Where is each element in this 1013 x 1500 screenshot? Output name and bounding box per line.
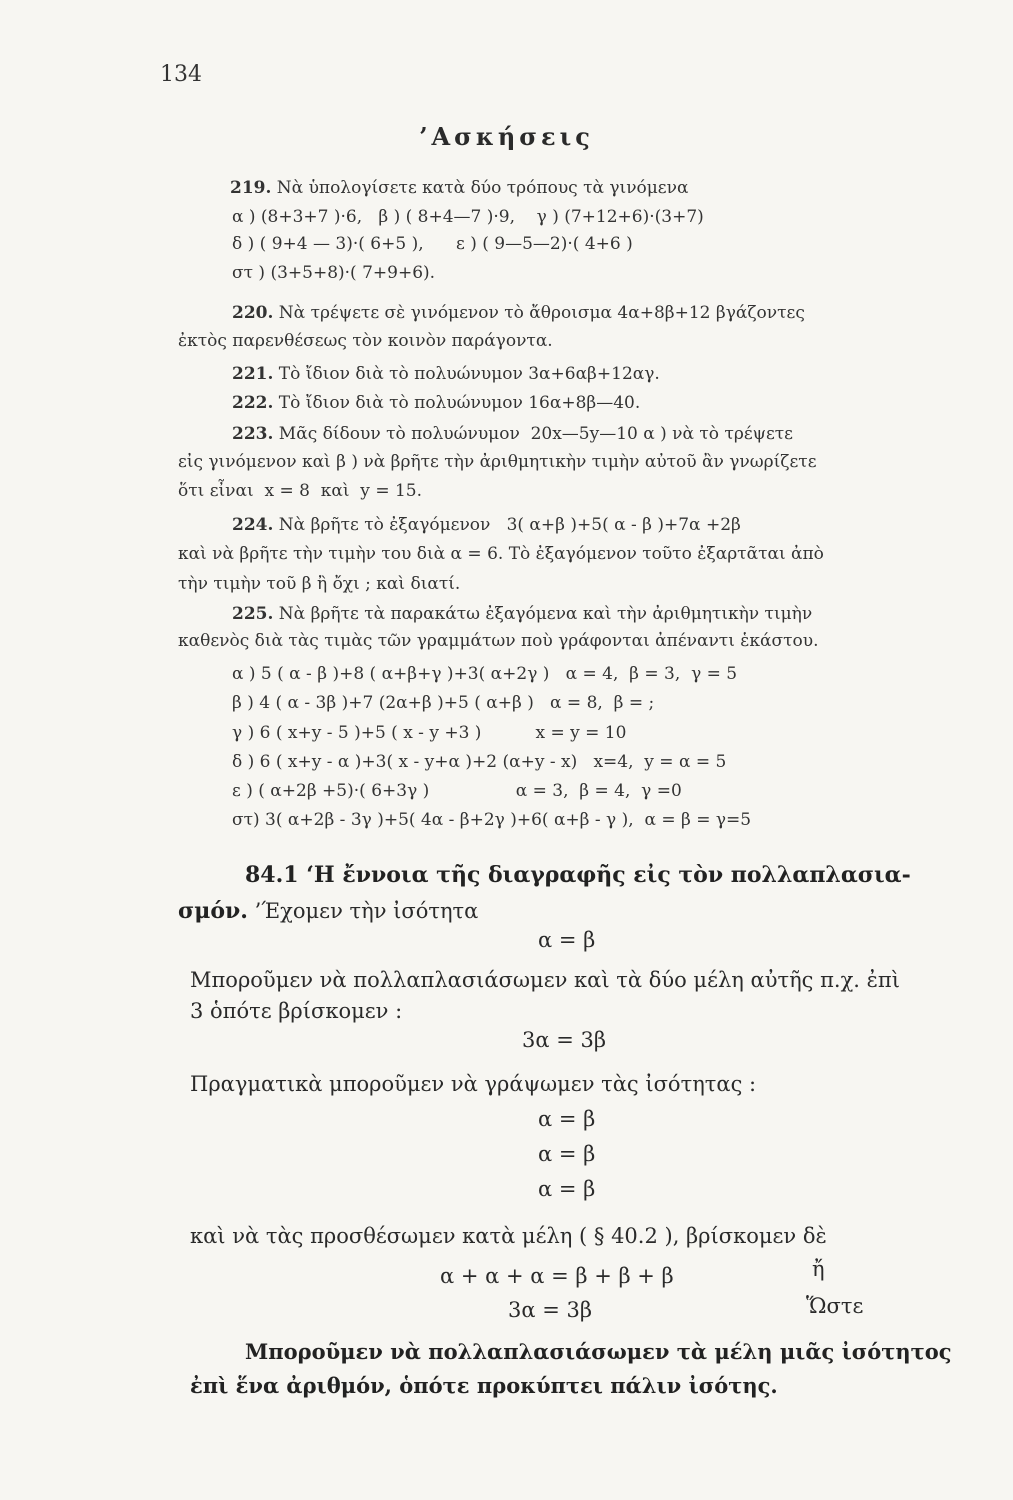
exercise-line: τὴν τιμὴν τοῦ β ἢ ὄχι ; καὶ διατί. bbox=[178, 574, 461, 594]
equation: α + α + α = β + β + β bbox=[440, 1264, 674, 1288]
exercise-line: ἐκτὸς παρενθέσεως τὸν κοινὸν παράγοντα. bbox=[178, 331, 553, 351]
conclusion-line: Μποροῦμεν νὰ πολλαπλασιάσωμεν τὰ μέλη μιᾶς ἰσότητος bbox=[245, 1339, 952, 1364]
exercise-line: 222. Τὸ ἴδιον διὰ τὸ πολυώνυμον 16α+8β—40. bbox=[232, 393, 641, 413]
exercise-line: 225. Νὰ βρῆτε τὰ παρακάτω ἐξαγόμενα καὶ τὴν ἀριθμητικὴν τιμὴν bbox=[232, 604, 813, 624]
equation: 3α = 3β bbox=[522, 1028, 606, 1052]
exercise-line: ὅτι εἶναι x = 8 καὶ y = 15. bbox=[178, 481, 423, 501]
paragraph: Μποροῦμεν νὰ πολλαπλασιάσωμεν καὶ τὰ δύο μέλη αὐτῆς π.χ. ἐπὶ bbox=[190, 968, 900, 992]
exercise-line: ε ) ( α+2β +5)·( 6+3γ ) α = 3, β = 4, γ =0 bbox=[232, 781, 682, 801]
equation: α = β bbox=[538, 928, 596, 952]
page-number: 134 bbox=[160, 62, 202, 87]
exercise-line: β ) 4 ( α - 3β )+7 (2α+β )+5 ( α+β ) α = 8, β = ; bbox=[232, 693, 655, 713]
exercise-line: δ ) 6 ( x+y - α )+3( x - y+α )+2 (α+y - x) x=4, y = α = 5 bbox=[232, 752, 727, 772]
equation: α = β bbox=[538, 1107, 596, 1131]
intro-line: σμόν. ’Έχομεν τὴν ἰσότητα bbox=[178, 898, 479, 924]
paragraph: καὶ νὰ τὰς προσθέσωμεν κατὰ μέλη ( § 40.2 ), βρίσκομεν δὲ bbox=[190, 1224, 827, 1248]
word-hoste: Ὥστε bbox=[806, 1294, 864, 1318]
paragraph: Πραγματικὰ μποροῦμεν νὰ γράψωμεν τὰς ἰσότητας : bbox=[190, 1072, 757, 1096]
exercise-line: 221. Τὸ ἴδιον διὰ τὸ πολυώνυμον 3α+6αβ+12αγ. bbox=[232, 364, 660, 384]
word-eta: ἤ bbox=[812, 1257, 825, 1281]
exercise-line: 219. Νὰ ὑπολογίσετε κατὰ δύο τρόπους τὰ γινόμενα bbox=[230, 178, 689, 198]
exercise-line: στ ) (3+5+8)·( 7+9+6). bbox=[232, 263, 436, 283]
exercise-line: γ ) 6 ( x+y - 5 )+5 ( x - y +3 ) x = y = 10 bbox=[232, 723, 627, 743]
exercise-line: α ) 5 ( α - β )+8 ( α+β+γ )+3( α+2γ ) α = 4, β = 3, γ = 5 bbox=[232, 664, 738, 684]
paragraph: 3 ὁπότε βρίσκομεν : bbox=[190, 999, 403, 1023]
exercise-line: στ) 3( α+2β - 3γ )+5( 4α - β+2γ )+6( α+β - γ ), α = β = γ=5 bbox=[232, 810, 752, 830]
exercise-line: δ ) ( 9+4 — 3)·( 6+5 ), ε ) ( 9—5—2)·( 4+6 ) bbox=[232, 234, 633, 254]
section-heading: 84.1 ‘Η ἔννοια τῆς διαγραφῆς εἰς τὸν πολλαπλασια- bbox=[245, 862, 911, 888]
equation: α = β bbox=[538, 1142, 596, 1166]
conclusion-line: ἐπὶ ἕνα ἀριθμόν, ὁπότε προκύπτει πάλιν ἰσότης. bbox=[190, 1373, 778, 1398]
equation: α = β bbox=[538, 1177, 596, 1201]
exercise-line: εἰς γινόμενον καὶ β ) νὰ βρῆτε τὴν ἀριθμητικὴν τιμὴν αὐτοῦ ἂν γνωρίζετε bbox=[178, 452, 817, 472]
exercise-line: καὶ νὰ βρῆτε τὴν τιμὴν του διὰ α = 6. Τὸ ἐξαγόμενον τοῦτο ἐξαρτᾶται ἀπὸ bbox=[178, 544, 824, 564]
section-title: ’Ασκήσεις bbox=[419, 122, 594, 151]
equation: 3α = 3β bbox=[508, 1298, 592, 1322]
exercise-line: καθενὸς διὰ τὰς τιμὰς τῶν γραμμάτων ποὺ γράφονται ἀπέναντι ἑκάστου. bbox=[178, 631, 819, 651]
exercise-line: 224. Νὰ βρῆτε τὸ ἐξαγόμενον 3( α+β )+5( α - β )+7α +2β bbox=[232, 515, 741, 535]
exercise-line: α ) (8+3+7 )·6, β ) ( 8+4—7 )·9, γ ) (7+12+6)·(3+7) bbox=[232, 207, 704, 227]
exercise-line: 223. Μᾶς δίδουν τὸ πολυώνυμον 20x—5y—10 α ) νὰ τὸ τρέψετε bbox=[232, 424, 793, 444]
exercise-line: 220. Νὰ τρέψετε σὲ γινόμενον τὸ ἄθροισμα 4α+8β+12 βγάζοντες bbox=[232, 303, 805, 323]
